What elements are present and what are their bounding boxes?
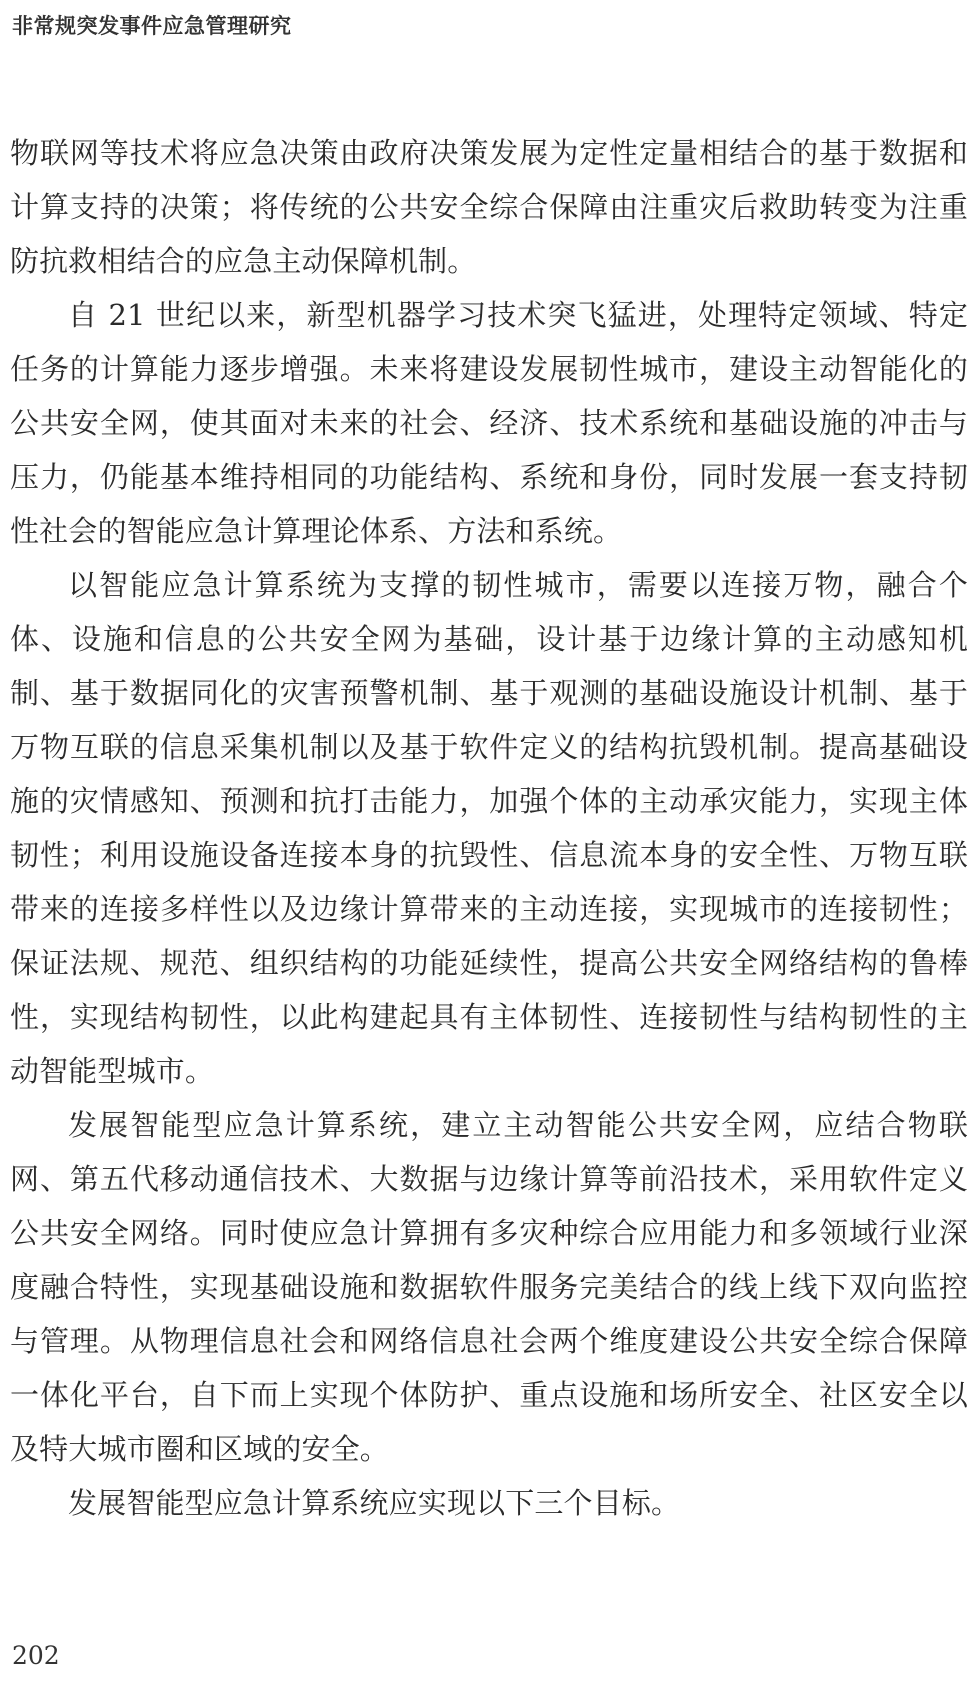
paragraph-continuation: 物联网等技术将应急决策由政府决策发展为定性定量相结合的基于数据和计算支持的决策；将传统的公共安全综合保障由注重灾后救助转变为注重防抗救相结合的应急主动保障机制。 bbox=[10, 136, 968, 278]
page-number: 202 bbox=[12, 1641, 60, 1670]
paragraph-develop-smart-computing-system: 发展智能型应急计算系统，建立主动智能公共安全网，应结合物联网、第五代移动通信技术、大数据与边缘计算等前沿技术，采用软件定义公共安全网络。同时使应急计算拥有多灾种综合应用能力和多领域行业深度融合特性，实现基础设施和数据软件服务完美结合的线上线下双向监控与管理。从物理信息社会和网络信息社会两个维度建设公共安全综合保障一体化平台，自下而上实现个体防护、重点设施和场所安全、社区安全以及特大城市圈和区域的安全。 bbox=[10, 1108, 968, 1466]
body-text bbox=[10, 126, 968, 1530]
paragraph-smart-emergency-computing-support: 以智能应急计算系统为支撑的韧性城市，需要以连接万物，融合个体、设施和信息的公共安全网为基础，设计基于边缘计算的主动感知机制、基于数据同化的灾害预警机制、基于观测的基础设施设计机制、基于万物互联的信息采集机制以及基于软件定义的结构抗毁机制。提高基础设施的灾情感知、预测和抗打击能力，加强个体的主动承灾能力，实现主体韧性；利用设施设备连接本身的抗毁性、信息流本身的安全性、万物互联带来的连接多样性以及边缘计算带来的主动连接，实现城市的连接韧性；保证法规、规范、组织结构的功能延续性，提高公共安全网络结构的鲁棒性，实现结构韧性，以此构建起具有主体韧性、连接韧性与结构韧性的主动智能型城市。 bbox=[10, 568, 968, 1088]
running-header-title: 非常规突发事件应急管理研究 bbox=[12, 13, 292, 38]
paragraph-machine-learning-resilient-city: 自 21 世纪以来，新型机器学习技术突飞猛进，处理特定领域、特定任务的计算能力逐步增强。未来将建设发展韧性城市，建设主动智能化的公共安全网，使其面对未来的社会、经济、技术系统和基础设施的冲击与压力，仍能基本维持相同的功能结构、系统和身份，同时发展一套支持韧性社会的智能应急计算理论体系、方法和系统。 bbox=[10, 298, 968, 548]
paragraph-three-goals-intro: 发展智能型应急计算系统应实现以下三个目标。 bbox=[68, 1486, 681, 1520]
